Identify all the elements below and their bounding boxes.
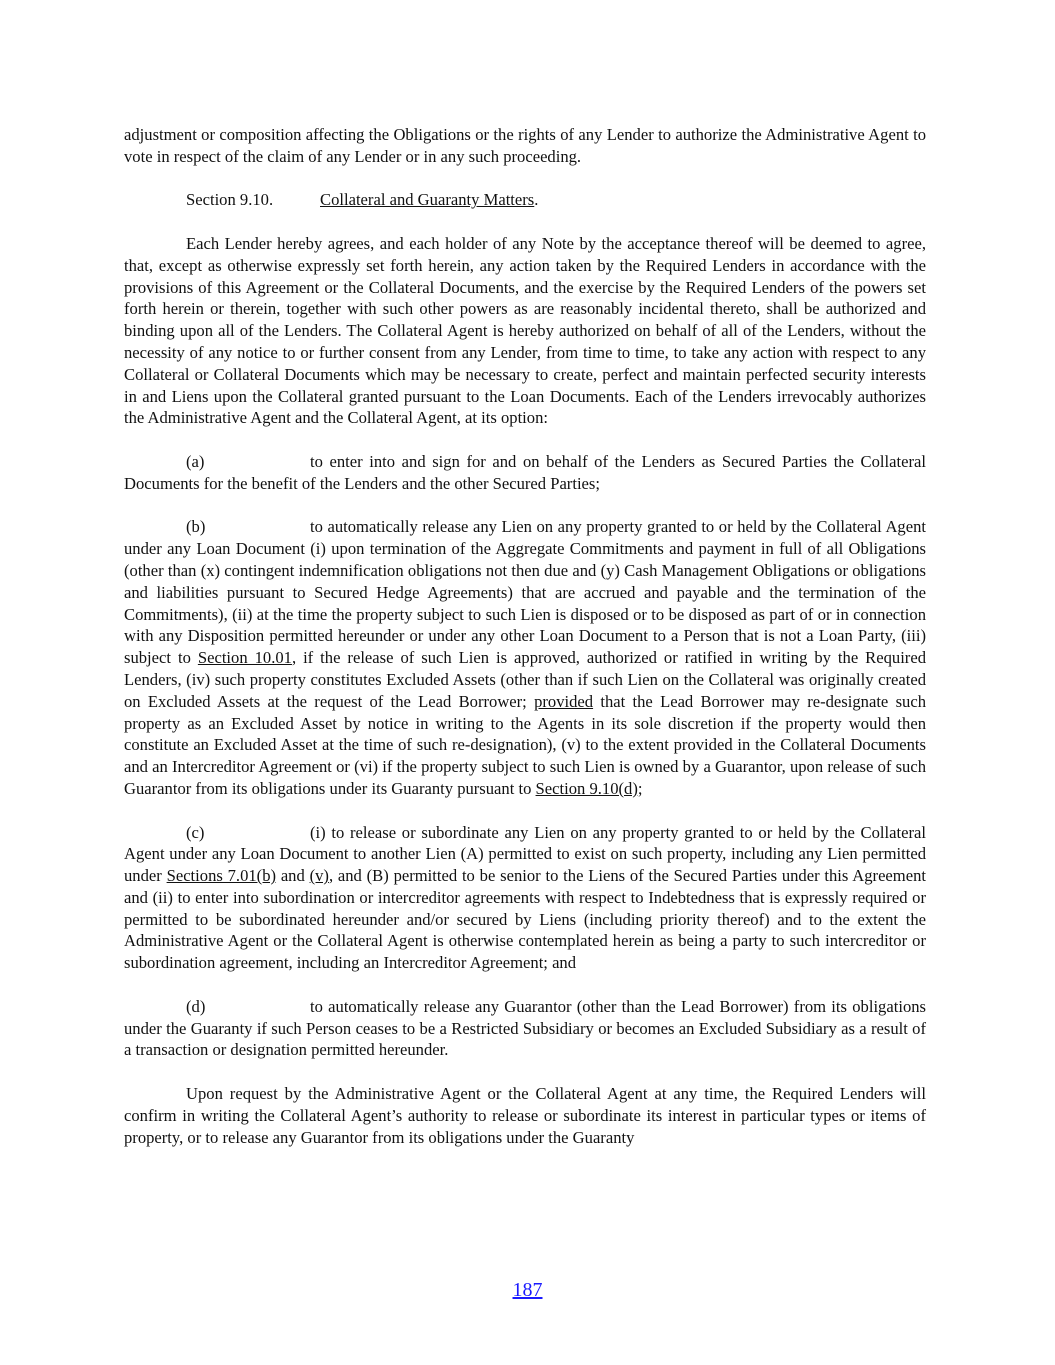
- cross-reference-sections-7-01-b: Sections 7.01(b): [166, 866, 277, 886]
- clause-c-label: (c): [186, 822, 205, 842]
- document-page: [124, 124, 926, 1170]
- clause-c: [124, 822, 926, 975]
- clause-b-text-4: ;: [637, 778, 643, 798]
- cross-reference-section-9-10-d: Section 9.10(d): [535, 778, 638, 798]
- section-number: Section 9.10.: [186, 190, 274, 210]
- clause-c-text-2: and: [276, 866, 310, 886]
- provided-term: provided: [534, 691, 594, 711]
- section-heading: [124, 189, 926, 211]
- page-number-link[interactable]: 187: [512, 1279, 543, 1301]
- continuation-paragraph: adjustment or composition affecting the Obligations or the rights of any Lender to authorize the Administrative Agent to vote in respect of the claim of any Lender or in any such proceeding.: [124, 125, 926, 166]
- clause-a-text: to enter into and sign for and on behalf of the Lenders as Secured Parties the Collateral Documents for the benefit of the Lenders and the other Secured Parties;: [124, 451, 926, 493]
- clause-d-label: (d): [186, 996, 206, 1016]
- clause-d-text: to automatically release any Guarantor (other than the Lead Borrower) from its obligations under the Guaranty if such Person ceases to be a Restricted Subsidiary or becomes an Excluded Subsidiary as a result of a transaction or designation permitted hereunder.: [124, 996, 926, 1060]
- cross-reference-v: (v): [309, 866, 329, 886]
- clause-d: [124, 996, 926, 1061]
- section-title-suffix: .: [534, 190, 539, 210]
- clause-b: [124, 516, 926, 799]
- clause-b-label: (b): [186, 517, 206, 537]
- clause-a-label: (a): [186, 451, 205, 471]
- clause-c-text-3: , and (B) permitted to be senior to the Liens of the Secured Parties under this Agreement and (ii) to enter into subordination or intercreditor agreements with respect to Indebtedness that is expressly required or permitted to be subordinated hereunder and/or secured by Liens (including priority thereof) and to the extent the Administrative Agent or the Collateral Agent is otherwise contemplated herein as being a party to such intercreditor or subordination agreement, including an Intercreditor Agreement; and: [124, 866, 926, 973]
- intro-paragraph: Each Lender hereby agrees, and each holder of any Note by the acceptance thereof will be deemed to agree, that, except as otherwise expressly set forth herein, any action taken by the Required Lenders in accordance with the provisions of this Agreement or the Collateral Documents, and the exercise by the Required Lenders of the powers set forth herein or therein, together with such other powers as are reasonably incidental thereto, shall be authorized and binding upon all of the Lenders. The Collateral Agent is hereby authorized on behalf of all of the Lenders, without the necessity of any notice to or further consent from any Lender, from time to time, to take any action with respect to any Collateral or Collateral Documents which may be necessary to create, perfect and maintain perfected security interests in and Liens upon the Collateral granted pursuant to the Loan Documents. Each of the Lenders irrevocably authorizes the Administrative Agent and the Collateral Agent, at its option:: [124, 233, 926, 428]
- clause-b-text-2: , if the release of such Lien is approved, authorized or ratified in writing by the Required Lenders, (iv) such property constitutes Excluded Assets (other than if such Lien on the Collateral was originally created on Excluded Assets at the request of the Lead Borrower;: [124, 648, 926, 711]
- clause-c-text-1: (i) to release or subordinate any Lien on any property granted to or held by the Collateral Agent under any Loan Document to another Lien (A) permitted to exist on such property, including any Lien permitted under: [124, 822, 926, 886]
- clause-b-text-1: to automatically release any Lien on any property granted to or held by the Collateral Agent under any Loan Document (i) upon termination of the Aggregate Commitments and payment in full of all Obligations (other than (x) contingent indemnification obligations not then due and (y) Cash Management Obligations or obligations and liabilities pursuant to Secured Hedge Agreements) that are accrued and payable and the termination of the Commitments), (ii) at the time the property subject to such Lien is disposed or to be disposed as part of or in connection with any Disposition permitted hereunder or under any other Loan Document to a Person that is not a Loan Party, (iii) subject to: [124, 517, 926, 668]
- closing-paragraph: Upon request by the Administrative Agent or the Collateral Agent at any time, the Required Lenders will confirm in writing the Collateral Agent’s authority to release or subordinate its interest in particular types or items of property, or to release any Guarantor from its obligations under the Guaranty: [124, 1084, 926, 1147]
- clause-a: [124, 451, 926, 495]
- cross-reference-section-10-01: Section 10.01: [197, 648, 292, 668]
- clause-b-text-3: that the Lead Borrower may re-designate such property as an Excluded Asset by notice in writing to the Agents in its sole discretion if the property would then constitute an Excluded Asset at the time of such re-designation), (v) to the extent provided in the Collateral Documents and an Intercreditor Agreement or (vi) if the property subject to such Lien is owned by a Guarantor, upon release of such Guarantor from its obligations under its Guaranty pursuant to: [124, 691, 926, 798]
- section-title: Collateral and Guaranty Matters: [320, 190, 535, 210]
